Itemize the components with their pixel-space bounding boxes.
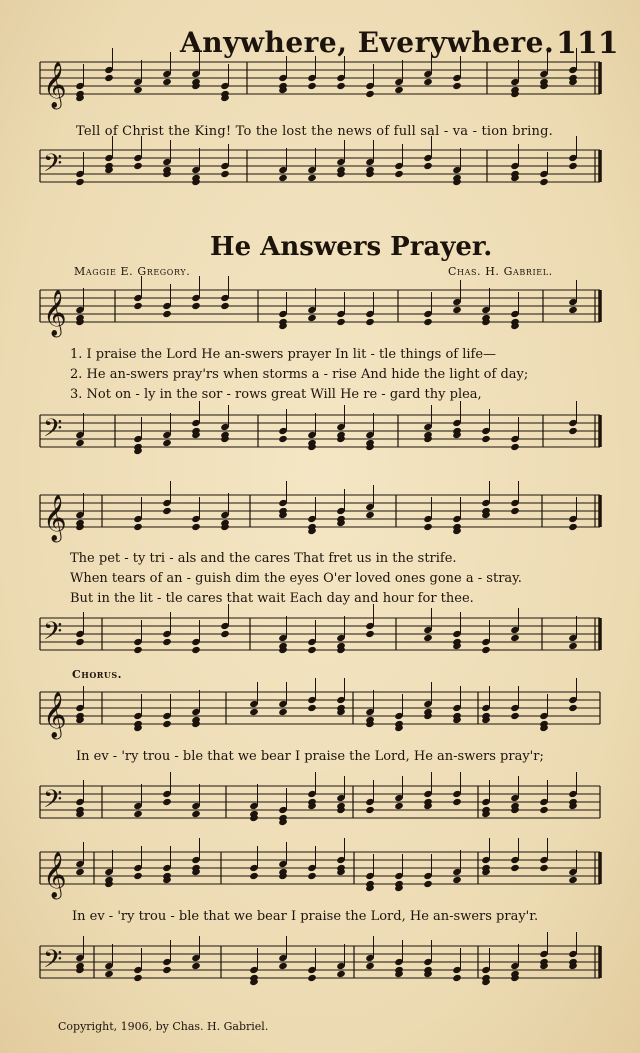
note-head — [568, 306, 578, 314]
note-head — [568, 704, 578, 712]
note-head — [104, 970, 114, 978]
treble-clef: 𝄞 — [43, 290, 67, 336]
note-head — [307, 82, 317, 90]
note-head — [191, 646, 201, 654]
note-head — [307, 314, 317, 322]
bass-clef: 𝄢 — [43, 149, 63, 184]
note-head — [452, 798, 462, 806]
note-head — [481, 646, 491, 654]
note-head — [568, 162, 578, 170]
page-number: 111 — [556, 26, 619, 61]
note-head — [539, 178, 549, 186]
note-head — [278, 174, 288, 182]
note-head — [365, 630, 375, 638]
note-head — [133, 872, 143, 880]
note-head — [510, 443, 520, 451]
note-head — [75, 868, 85, 876]
previous-hymn-lyrics: Tell of Christ the King! To the lost the news of full sal - va - tion bring. — [76, 124, 553, 139]
hymn-title: He Answers Prayer. — [210, 232, 493, 262]
note-head — [423, 634, 433, 642]
note-head — [394, 170, 404, 178]
bass-clef: 𝄢 — [43, 785, 63, 820]
note-head — [394, 802, 404, 810]
note-head — [336, 970, 346, 978]
note-head — [133, 646, 143, 654]
note-head — [452, 974, 462, 982]
note-head — [220, 302, 230, 310]
note-head — [133, 302, 143, 310]
note-head — [278, 708, 288, 716]
note-head — [481, 435, 491, 443]
note-head — [568, 523, 578, 531]
note-head — [191, 523, 201, 531]
verse-3-line-2: But in the lit - tle cares that wait Each day and hour for thee. — [70, 591, 474, 606]
note-head — [423, 78, 433, 86]
note-head — [104, 74, 114, 82]
note-head — [365, 511, 375, 519]
note-head — [162, 720, 172, 728]
verse-2-line-2: When tears of an - guish dim the eyes O'er loved ones gone a - stray. — [70, 571, 522, 586]
note-head — [336, 82, 346, 90]
note-head — [162, 439, 172, 447]
note-head — [133, 86, 143, 94]
note-head — [423, 162, 433, 170]
note-head — [452, 82, 462, 90]
note-head — [191, 302, 201, 310]
note-head — [249, 872, 259, 880]
note-head — [568, 876, 578, 884]
note-head — [452, 306, 462, 314]
treble-clef: 𝄞 — [43, 692, 67, 738]
note-head — [365, 962, 375, 970]
note-head — [191, 962, 201, 970]
note-head — [452, 876, 462, 884]
note-head — [220, 170, 230, 178]
note-head — [133, 162, 143, 170]
composer-credit: Chas. H. Gabriel. — [448, 265, 553, 278]
note-head — [336, 318, 346, 326]
note-head — [162, 78, 172, 86]
verse-1-line-1: 1. I praise the Lord He an-swers prayer In lit - tle things of life— — [70, 347, 497, 362]
treble-clef: 𝄞 — [43, 62, 67, 108]
note-head — [365, 806, 375, 814]
note-head — [162, 638, 172, 646]
note-head — [307, 974, 317, 982]
note-head — [365, 318, 375, 326]
note-head — [394, 86, 404, 94]
note-head — [220, 630, 230, 638]
note-head — [307, 646, 317, 654]
note-head — [510, 864, 520, 872]
note-head — [133, 810, 143, 818]
note-head — [423, 318, 433, 326]
treble-clef: 𝄞 — [43, 852, 67, 898]
note-head — [539, 864, 549, 872]
note-head — [162, 310, 172, 318]
note-head — [423, 523, 433, 531]
bass-clef: 𝄢 — [43, 414, 63, 449]
note-head — [423, 880, 433, 888]
chorus-label: Chorus. — [72, 668, 123, 681]
note-head — [278, 435, 288, 443]
note-head — [278, 962, 288, 970]
verse-1-line-2: The pet - ty tri - als and the cares That fret us in the strife. — [70, 551, 457, 566]
note-head — [191, 810, 201, 818]
note-head — [75, 439, 85, 447]
note-head — [307, 174, 317, 182]
note-head — [162, 966, 172, 974]
verse-2-line-1: 2. He an-swers pray'rs when storms a - rise And hide the light of day; — [70, 367, 529, 382]
note-head — [133, 523, 143, 531]
note-head — [75, 638, 85, 646]
note-head — [162, 507, 172, 515]
bass-clef: 𝄢 — [43, 617, 63, 652]
note-head — [307, 704, 317, 712]
note-head — [510, 507, 520, 515]
note-head — [568, 427, 578, 435]
note-head — [75, 178, 85, 186]
copyright-notice: Copyright, 1906, by Chas. H. Gabriel. — [58, 1020, 269, 1033]
chorus-line-2: In ev - 'ry trou - ble that we bear I praise the Lord, He an-swers pray'r. — [72, 909, 539, 924]
note-head — [307, 872, 317, 880]
previous-hymn-title: Anywhere, Everywhere. — [180, 26, 555, 59]
note-head — [162, 798, 172, 806]
note-head — [510, 634, 520, 642]
author-credit: Maggie E. Gregory. — [74, 265, 191, 278]
note-head — [510, 712, 520, 720]
note-head — [365, 90, 375, 98]
treble-clef: 𝄞 — [43, 495, 67, 541]
note-head — [539, 806, 549, 814]
note-head — [568, 642, 578, 650]
chorus-line-1: In ev - 'ry trou - ble that we bear I praise the Lord, He an-swers pray'r; — [76, 749, 544, 764]
bass-clef: 𝄢 — [43, 945, 63, 980]
note-head — [133, 974, 143, 982]
note-head — [249, 708, 259, 716]
verse-3-line-1: 3. Not on - ly in the sor - rows great Will He re - gard thy plea, — [70, 387, 482, 402]
